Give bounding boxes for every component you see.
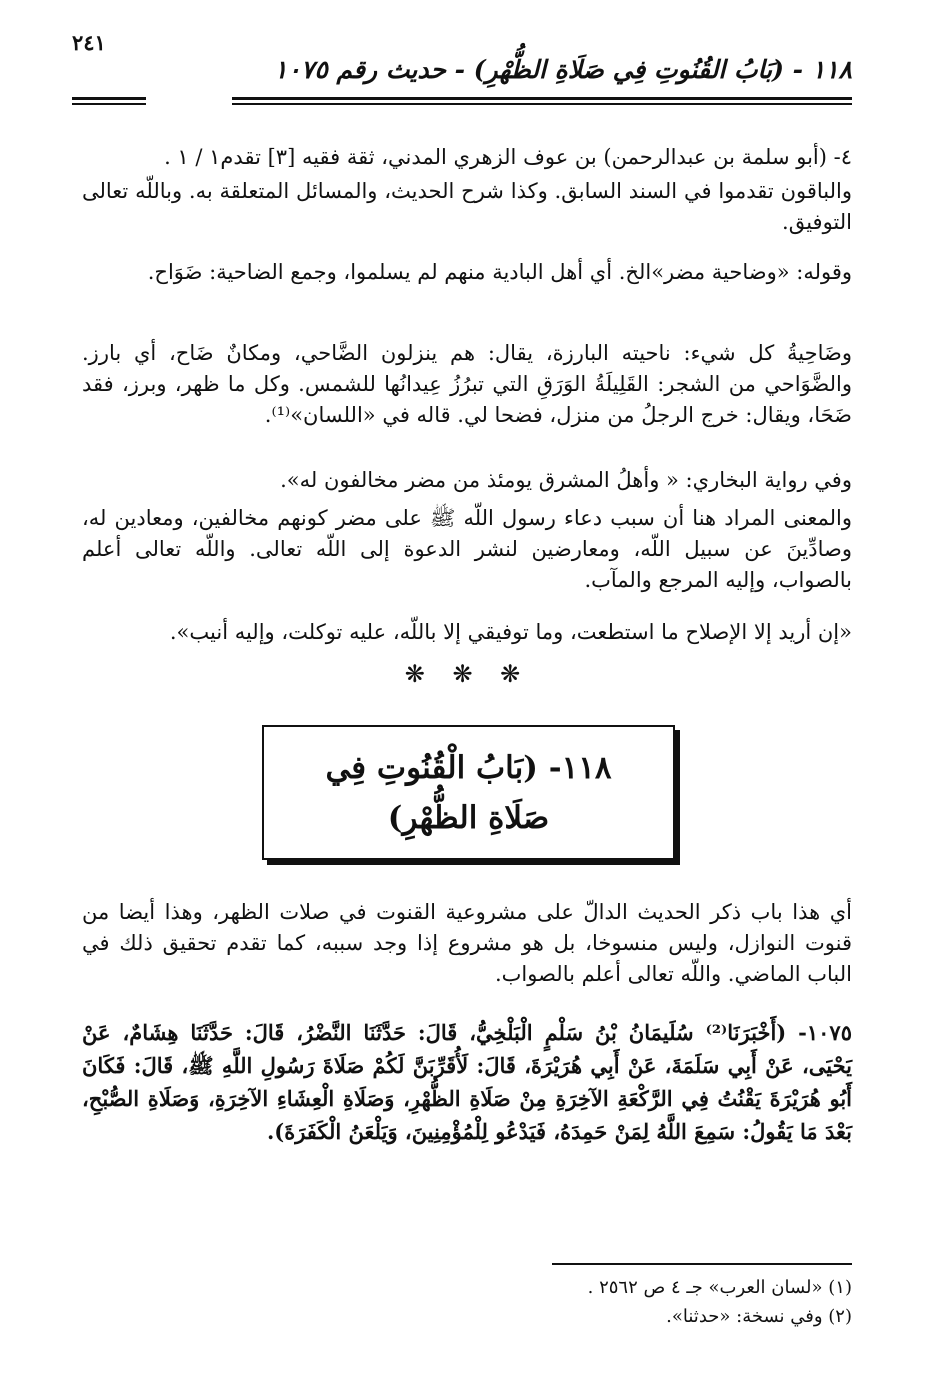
header-rule-left-top — [72, 97, 146, 100]
page-header — [72, 55, 852, 115]
meaning-paragraph: والمعنى المراد هنا أن سبب دعاء رسول اللّه ﷺ على مضر كونهم مخالفين، ومعادين له، وصادِّينَ عن سبيل اللّه، ومعارضين لنشر الدعوة إلى اللّه تعالى. واللّه تعالى أعلم بالصواب، وإليه المرجع والمآب. — [82, 506, 852, 592]
chapter-heading-box — [262, 725, 675, 860]
header-rule-right-top — [232, 97, 852, 100]
bukhari-narration-paragraph: وفي رواية البخاري: « وأهلُ المشرق يومئذ من مضر مخالفون له». — [280, 468, 852, 492]
chapter-title: ١١٨- (بَابُ الْقُنُوتِ فِي صَلَاةِ الظُّهْرِ) — [325, 749, 612, 836]
narrator-paragraph: ٤- (أبو سلمة بن عبدالرحمن) بن عوف الزهري المدني، ثقة فقيه [٣] تقدم١ / ١ . — [164, 145, 852, 169]
header-rule-left-bottom — [72, 103, 146, 105]
footnote-1: (١) «لسان العرب» جـ ٤ ص ٢٥٦٢ . — [587, 1277, 852, 1298]
page-number: ٢٤١ — [72, 30, 106, 55]
header-rule-right-bottom — [232, 103, 852, 105]
wadiyah-paragraph: وقوله: «وضاحية مضر»الخ. أي أهل البادية منهم لم يسلموا، وجمع الضاحية: ضَوَاح. — [147, 260, 852, 284]
chapter-intro-paragraph: أي هذا باب ذكر الحديث الدالّ على مشروعية القنوت في صلات الظهر، وهذا أيضا من قنوت النوازل، وليس منسوخا، بل هو مشروع إذا وجد سببه، كما تقدم تحقيق ذلك في الباب الماضي. واللّه تعالى أعلم بالصواب. — [82, 900, 852, 986]
hadith-text: ١٠٧٥- (أَخْبَرَنَا⁽²⁾ سُلَيمَانُ بْنُ سَلْمٍ الْبَلْخِيُّ، قَالَ: حَدَّثَنَا النَّضْرُ، قَالَ: حَدَّثَنَا هِشَامٌ، عَنْ يَحْيَى، عَنْ أَبِي سَلَمَةَ، عَنْ أَبِي هُرَيْرَةَ، قَالَ: لَأُقَرِّبَنَّ لَكُمْ صَلَاةَ رَسُولِ اللَّهِ ﷺ، قَالَ: فَكَانَ أَبُو هُرَيْرَةَ يَقْنُتُ فِي الرَّكْعَةِ الآخِرَةِ مِنْ صَلَاةِ الظُّهْرِ، وَصَلَاةِ الْعِشَاءِ الآخِرَةِ، وَصَلَاةِ الصُّبْحِ، بَعْدَ مَا يَقُولُ: سَمِعَ اللَّهُ لِمَنْ حَمِدَهُ، فَيَدْعُو لِلْمُؤْمِنِينَ، وَيَلْعَنُ الْكَفَرَةَ). — [82, 1020, 852, 1144]
section-divider-stars: ❋ ❋ ❋ — [404, 660, 531, 688]
footnote-2: (٢) وفي نسخة: «حدثنا». — [666, 1306, 852, 1327]
remaining-narrators-paragraph: والباقون تقدموا في السند السابق. وكذا شرح الحديث، والمسائل المتعلقة به. وباللّه تعالى التوفيق. — [82, 179, 852, 234]
definition-paragraph: وضَاحِيةُ كل شيء: ناحيته البارزة، يقال: هم ينزلون الضَّاحي، ومكانٌ ضَاح، أي بارز. والضَّوَاحي من الشجر: القَلِيلَةُ الوَرَقِ التي تبرُزُ عِيدانُها للشمس. وكل ما ظهر، وبرز، فقد ضَحَا، ويقال: خرج الرجلُ من منزل، فضحا لي. قاله في «اللسان»⁽¹⁾. — [82, 341, 852, 427]
footnote-separator — [552, 1263, 852, 1265]
running-title: ١١٨ - (بَابُ القُنُوتِ فِي صَلَاةِ الظُّهْرِ) - حديث رقم ١٠٧٥ — [274, 55, 852, 84]
closing-quote-paragraph: «إن أريد إلا الإصلاح ما استطعت، وما توفيقي إلا باللّه، عليه توكلت، وإليه أنيب». — [169, 620, 852, 644]
